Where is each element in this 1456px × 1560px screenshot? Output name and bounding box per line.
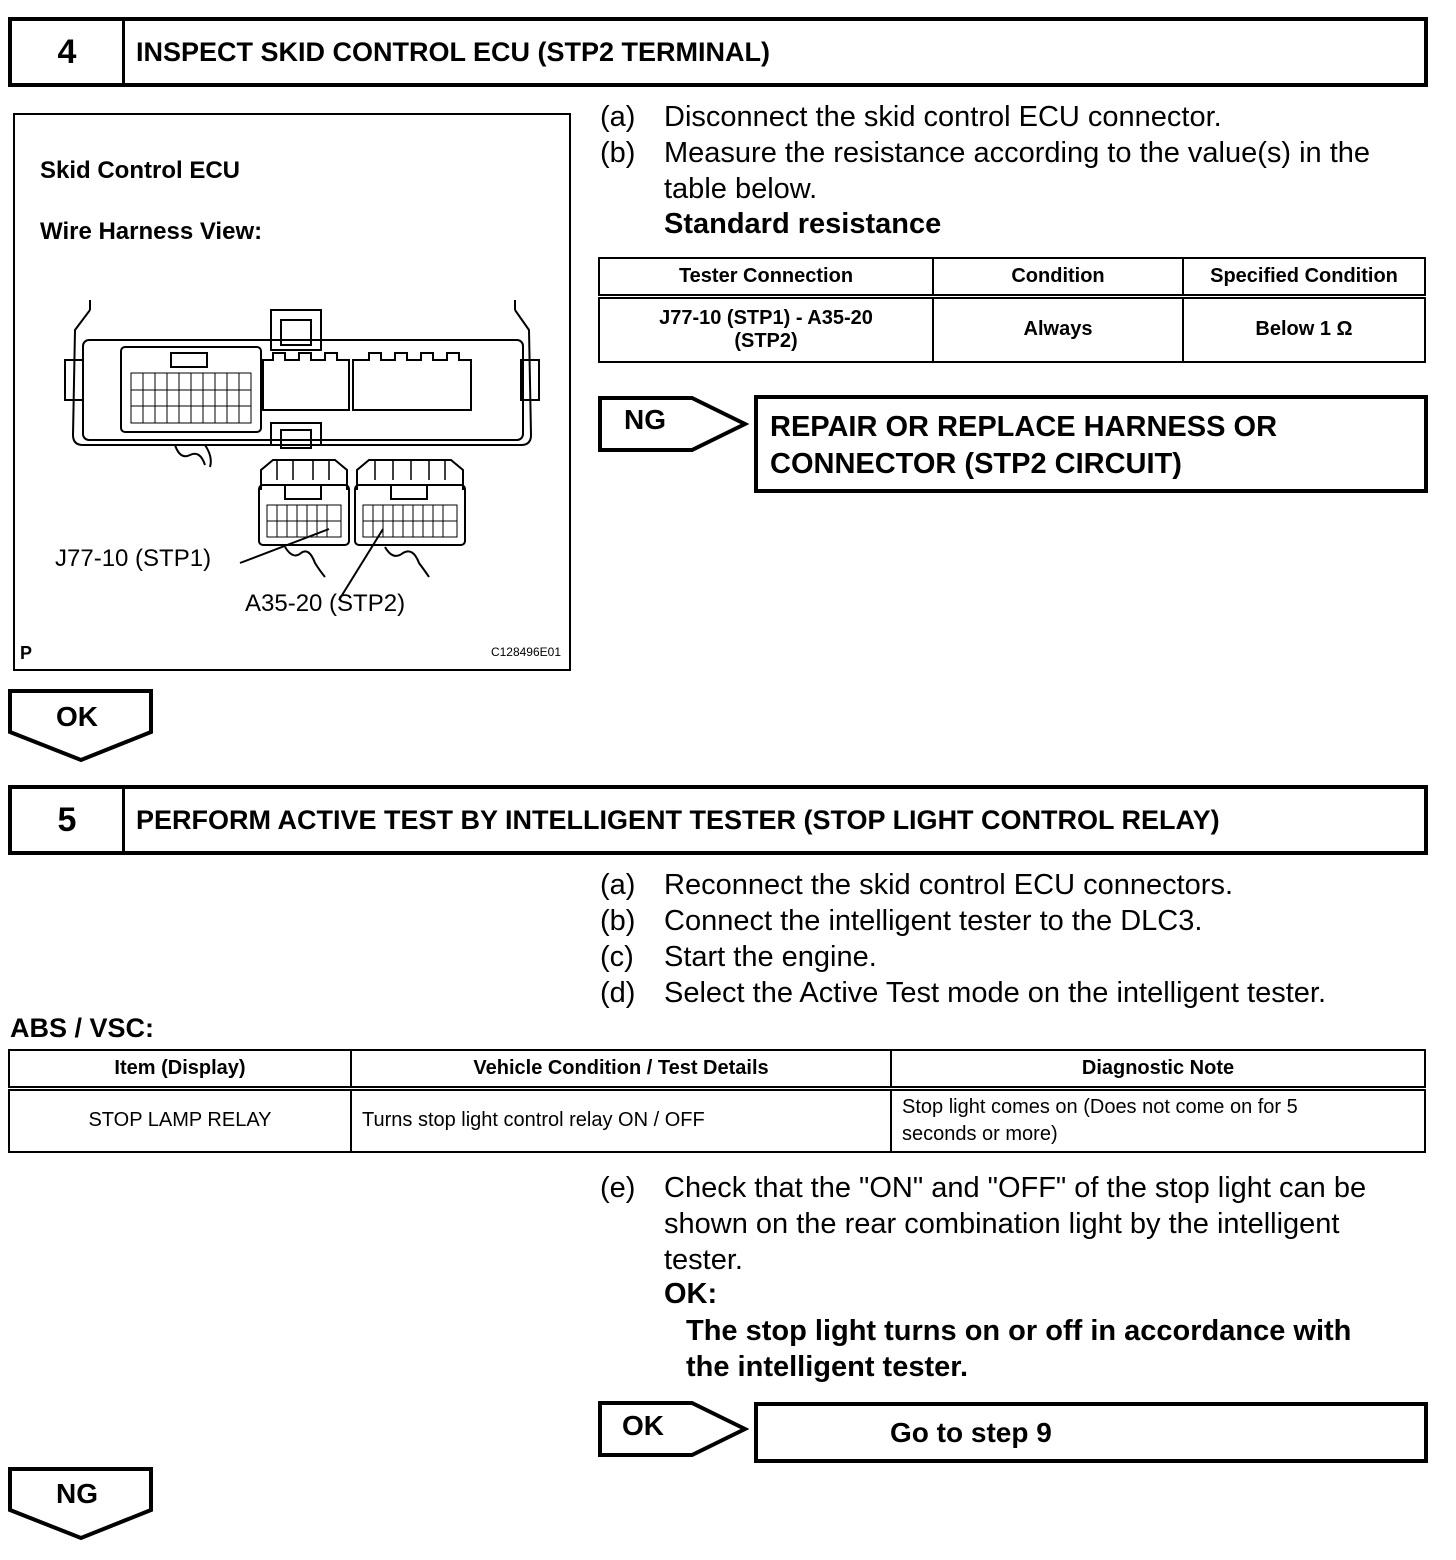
instr-label: (b): [600, 137, 636, 169]
ecu-connector-drawing: [15, 115, 569, 669]
cell-note: [891, 1088, 1425, 1152]
cell-note-line2: seconds or more): [902, 1122, 1058, 1145]
instr-label: (d): [600, 977, 636, 1009]
step5-ok-result: [754, 1402, 1428, 1463]
cell-connection-line2: (STP2): [734, 329, 798, 352]
abs-vsc-heading: ABS / VSC:: [10, 1013, 155, 1043]
ok-arrow-shape: [597, 1400, 749, 1458]
ng-result-line1: REPAIR OR REPLACE HARNESS OR: [770, 411, 1278, 443]
instr-label: (b): [600, 905, 636, 937]
corner-mark: P: [20, 643, 33, 663]
figure-title: Skid Control ECU: [40, 157, 241, 184]
instr-text: Reconnect the skid control ECU connectors.: [664, 869, 1233, 901]
cell-connection-line1: J77-10 (STP1) - A35-20: [659, 306, 873, 329]
instr-e-line3: tester.: [664, 1244, 743, 1276]
instr-label: (a): [600, 101, 636, 133]
header-condition: Condition: [933, 258, 1183, 296]
instr-text: Select the Active Test mode on the intelligent tester.: [664, 977, 1327, 1009]
cell-condition: Always: [933, 296, 1183, 362]
step5-title: PERFORM ACTIVE TEST BY INTELLIGENT TESTER (STOP LIGHT CONTROL RELAY): [136, 804, 1220, 835]
cell-note-line1: Stop light comes on (Does not come on for 5: [902, 1095, 1298, 1118]
table-row: [599, 296, 1425, 362]
figure-code: C128496E01: [490, 645, 561, 659]
table-row: [9, 1088, 1425, 1152]
step4-ng-result: [754, 395, 1428, 493]
label-a35: A35-20 (STP2): [245, 590, 406, 617]
table-header-row: [9, 1050, 1425, 1088]
cell-item: STOP LAMP RELAY: [9, 1088, 351, 1152]
instr-text: Disconnect the skid control ECU connector.: [664, 101, 1222, 133]
instr-text-line2: table below.: [664, 173, 818, 205]
resistance-table: [598, 257, 1426, 363]
step4-ng-label: NG: [624, 404, 666, 435]
step5-instruction-c: [600, 939, 1420, 975]
ok-result-text: Go to step 9: [890, 1416, 1052, 1448]
step5-instruction-b: [600, 903, 1420, 939]
ok-criteria-line2: the intelligent tester.: [686, 1351, 968, 1383]
step4-title: INSPECT SKID CONTROL ECU (STP2 TERMINAL): [136, 36, 771, 67]
step4-header: [8, 17, 1428, 87]
ecu-figure: [13, 113, 571, 671]
step5-instruction-d: [600, 975, 1420, 1011]
instr-text: Connect the intelligent tester to the DLC3.: [664, 905, 1203, 937]
label-j77: J77-10 (STP1): [55, 545, 212, 572]
instr-e-line1: Check that the "ON" and "OFF" of the stop light can be: [664, 1172, 1367, 1204]
instr-label: (c): [600, 941, 634, 973]
step4-instruction-a: [600, 99, 1420, 135]
header-specified-condition: Specified Condition: [1183, 258, 1425, 296]
instr-text: Start the engine.: [664, 941, 877, 973]
cell-details: Turns stop light control relay ON / OFF: [351, 1088, 891, 1152]
step5-number: 5: [12, 789, 125, 851]
figure-subtitle: Wire Harness View:: [40, 218, 263, 245]
ok-heading: OK:: [664, 1278, 718, 1310]
step4-number: 4: [12, 21, 125, 83]
step4-ok-label: OK: [56, 701, 98, 732]
header-item: Item (Display): [9, 1050, 351, 1088]
ng-arrow-shape: [597, 395, 749, 453]
header-note: Diagnostic Note: [891, 1050, 1425, 1088]
step4-instruction-b: [600, 135, 1440, 207]
step5-instruction-e: [600, 1170, 1440, 1280]
header-tester-connection: Tester Connection: [599, 258, 933, 296]
instr-label: (a): [600, 869, 636, 901]
header-details: Vehicle Condition / Test Details: [351, 1050, 891, 1088]
ng-result-line2: CONNECTOR (STP2 CIRCUIT): [770, 448, 1182, 480]
active-test-table: [8, 1049, 1426, 1153]
step5-ng-label: NG: [56, 1478, 98, 1509]
ok-criteria-line1: The stop light turns on or off in accordance with: [686, 1315, 1352, 1347]
step5-header: [8, 785, 1428, 855]
standard-resistance-heading: Standard resistance: [664, 208, 942, 240]
step5-instruction-a: [600, 867, 1420, 903]
instr-e-line2: shown on the rear combination light by the intelligent: [664, 1208, 1340, 1240]
cell-spec: Below 1 Ω: [1183, 296, 1425, 362]
table-header-row: [599, 258, 1425, 296]
step5-ok-label: OK: [622, 1410, 664, 1441]
cell-connection: [599, 296, 933, 362]
instr-text-line1: Measure the resistance according to the value(s) in the: [664, 137, 1371, 169]
instr-label: (e): [600, 1172, 636, 1204]
